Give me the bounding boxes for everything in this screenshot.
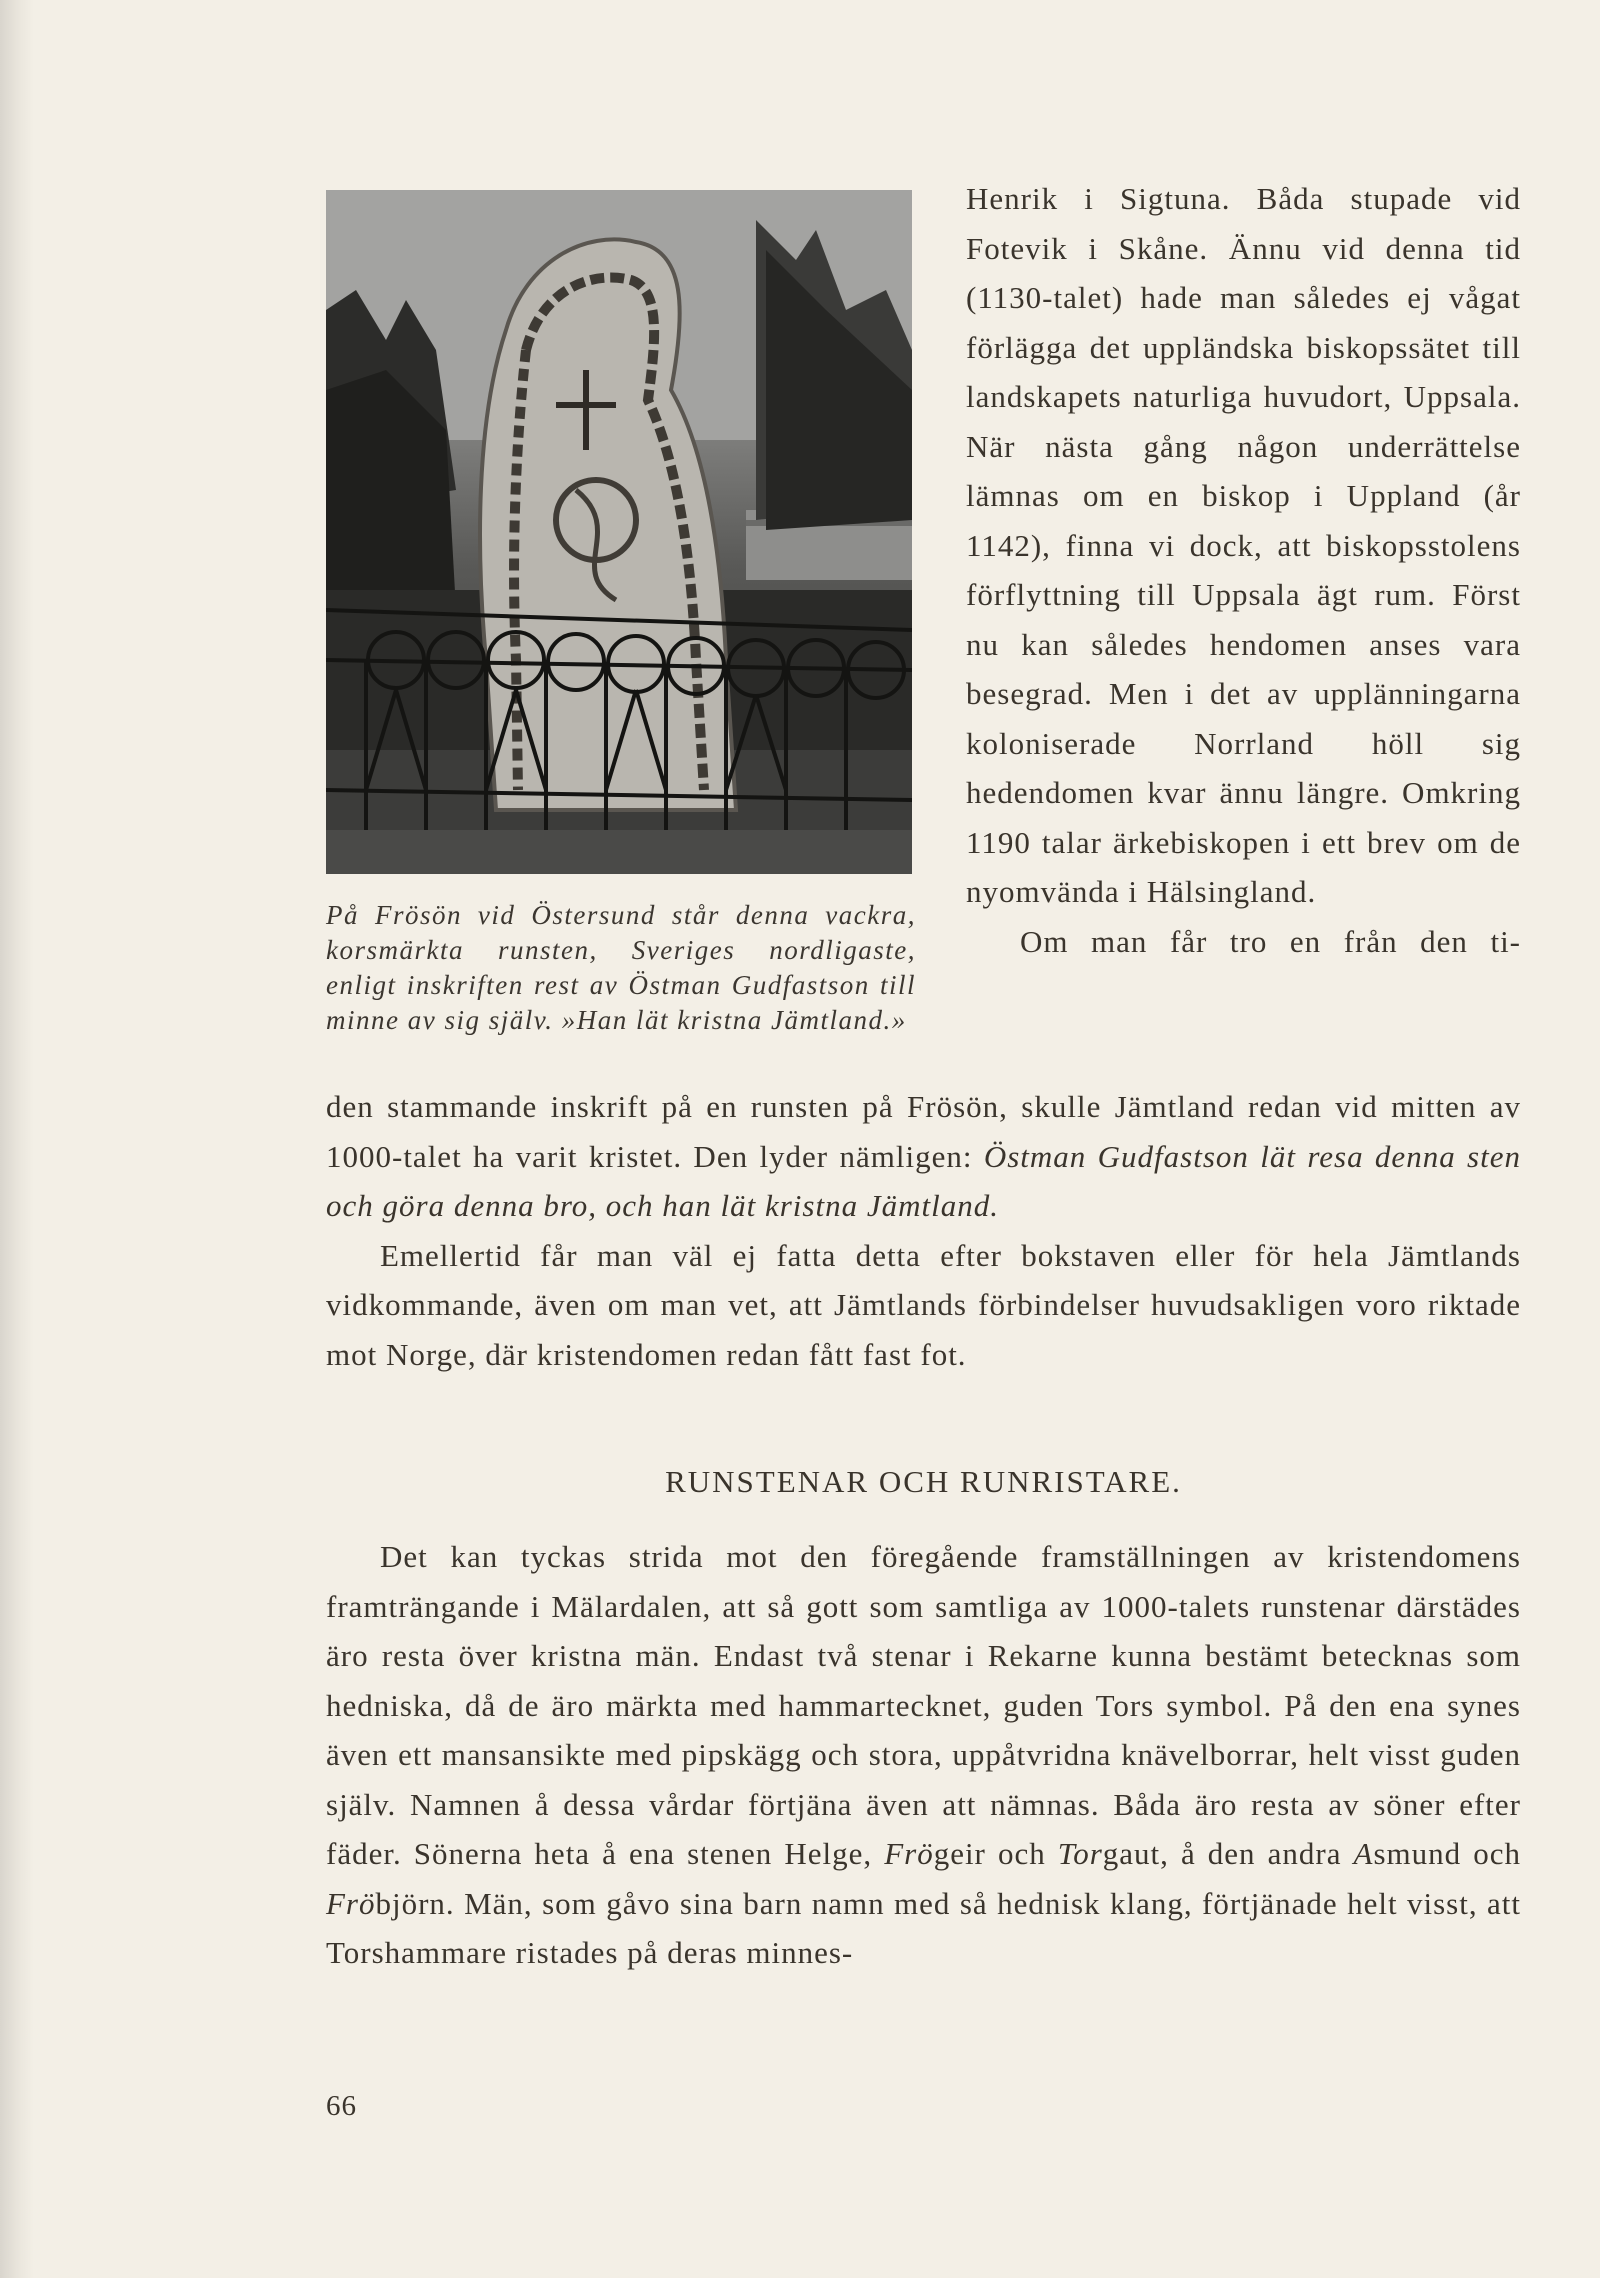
right-column-text [966,174,1521,966]
section-body [326,1532,1521,1978]
paragraph-norway: Emellertid får man väl ej fatta detta efter bokstaven eller för hela Jämtlands vidkommande, även om man vet, att Jämtlands förbindelser huvudsakligen voro riktade mot Norge, där kristendomen redan fått fast fot. [326,1237,1521,1372]
name-fro-2: Frö [326,1885,376,1921]
paragraph-jamtland-continued [326,1082,1521,1231]
photo-caption: På Frösön vid Östersund står denna vackra, korsmärkta runsten, Sveriges nordligaste, enligt inskriften rest av Östman Gudfastson till minne av sig själv. »Han lät kristna Jämtland.» [326,900,916,1035]
inscription-quote: Östman Gudfastson lät resa denna sten och göra denna bro, och han lät kristna Jämtland. [326,1138,1521,1223]
runestone-illustration [326,190,912,874]
text-run: gaut, å den andra [1102,1836,1354,1871]
paragraph-runestones [326,1532,1521,1978]
runestone-photo [326,190,912,874]
text-run: smund och [1373,1836,1521,1871]
name-tor: Tor [1057,1836,1103,1871]
inscription-intro: den stammande inskrift på en runsten på Frösön, skulle Jämtland redan vid mitten av 1000-talet ha varit kristet. Den lyder nämligen: [326,1089,1521,1174]
text-run: Det kan tyckas strida mot den föregående framställningen av kristendomens framträngande i Mälardalen, att så gott som samtliga av 1000-talets runstenar därstädes äro resta över kristna män. Endast två stenar i Rekarne kunna bestämt betecknas som hedniska, då de äro märkta med hammartecknet, guden Tors symbol. På den ena synes även ett mansansikte med pipskägg och stora, uppåtvridna knävelborrar, helt visst guden själv. Namnen å dessa vårdar förtjäna även att nämnas. Båda äro resta av söner efter fäder. Sönerna heta å ena stenen Helge, [326,1539,1521,1871]
full-width-text [326,1082,1521,1379]
text-run: björn. Män, som gåvo sina barn namn med så hednisk klang, förtjänade helt visst, att Torshammare ristades på deras minnes- [326,1885,1521,1970]
name-a: A [1353,1836,1374,1871]
paragraph-bishops: Henrik i Sigtuna. Båda stupade vid Fotevik i Skåne. Ännu vid denna tid (1130-talet) hade man således ej vågat förlägga det uppländska biskopssätet till landskapets naturliga huvudort, Uppsala. När nästa gång någon underrättelse lämnas om en biskop i Uppland (år 1142), finna vi dock, att biskopsstolens förflyttning till Uppsala ägt rum. Först nu kan således hendomen anses vara besegrad. Men i det av upplänningarna koloniserade Norrland höll sig hedendomen kvar ännu längre. Omkring 1190 talar ärkebiskopen i ett brev om de nyomvända i Hälsingland. [966,181,1521,909]
section-heading: RUNSTENAR OCH RUNRISTARE. [665,1464,1182,1499]
text-run: geir och [933,1836,1058,1871]
paragraph-jamtland-start: Om man får tro en från den ti- [1020,923,1521,959]
name-fro-1: Frö [884,1836,934,1871]
page-number: 66 [326,2090,357,2122]
